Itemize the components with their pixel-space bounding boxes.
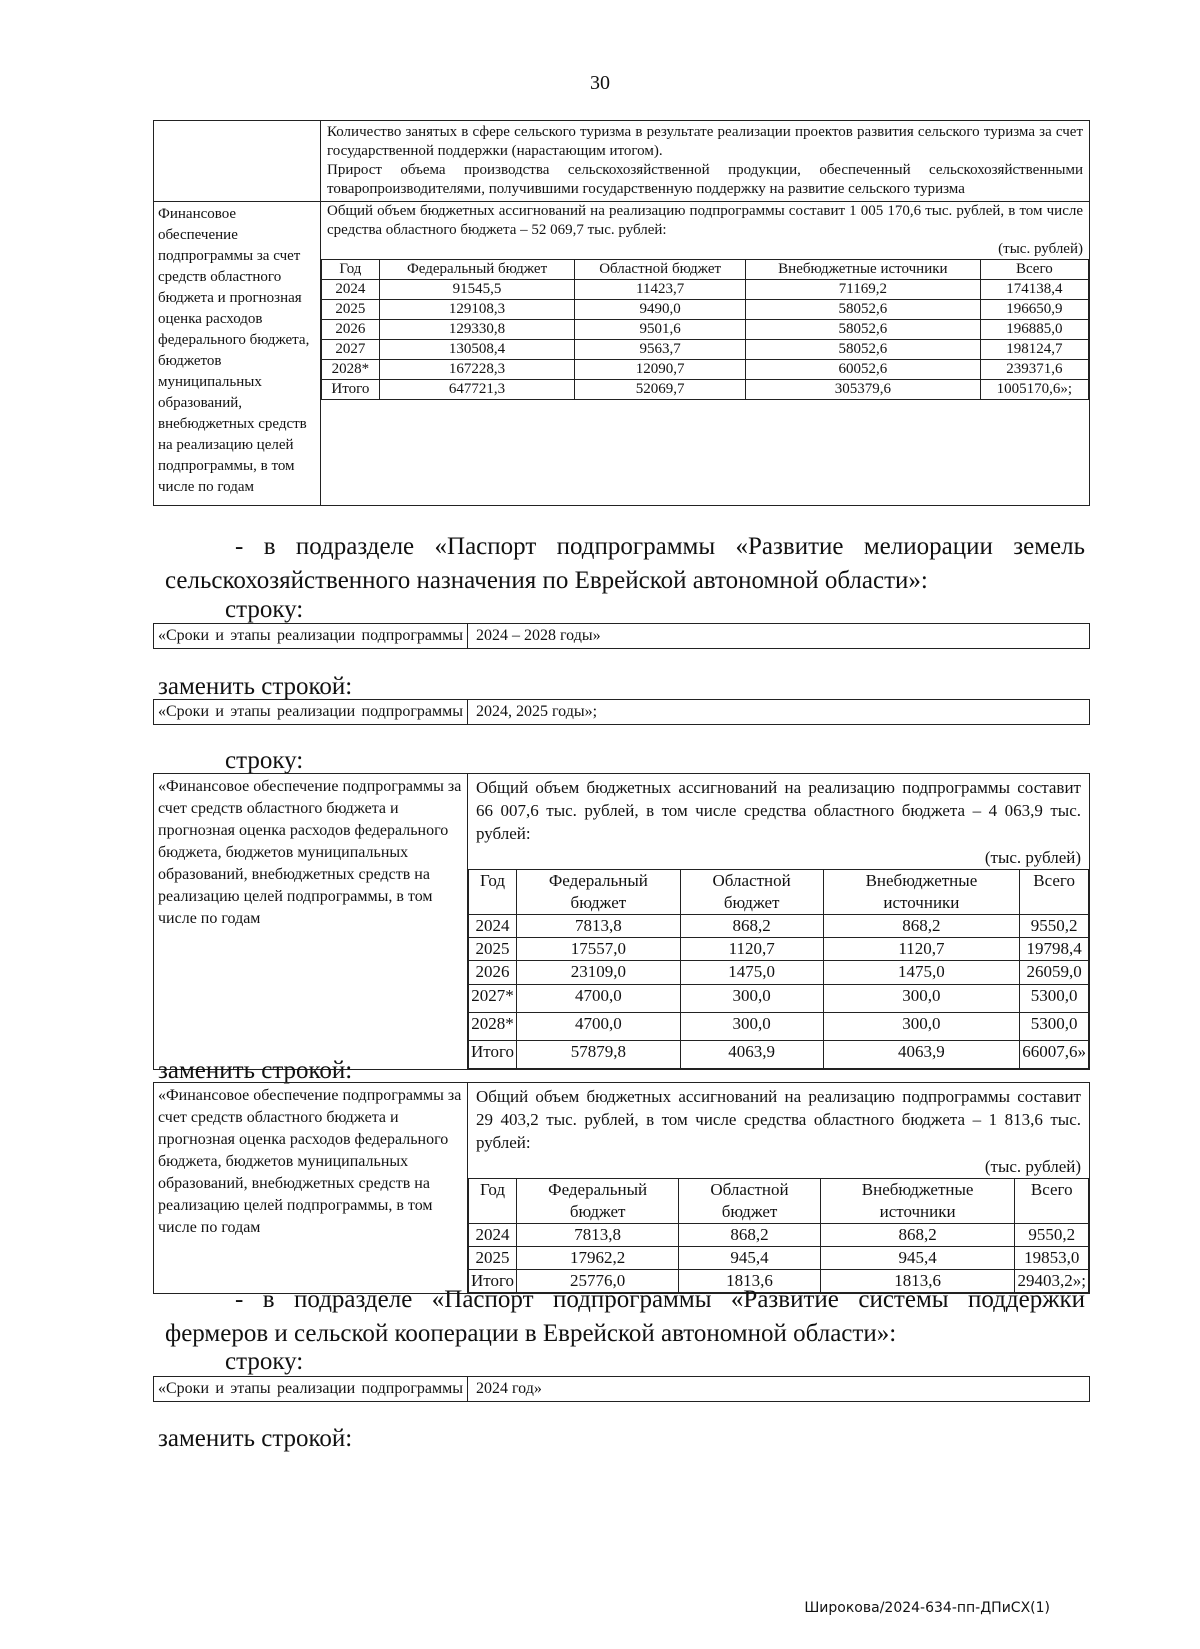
grid-header: Год (322, 260, 380, 280)
grid-cell: 196885,0 (980, 320, 1088, 340)
grid-row (469, 915, 1089, 938)
grid-row (322, 380, 1089, 400)
grid-cell: 58052,6 (746, 300, 981, 320)
grid-row (469, 938, 1089, 961)
grid-row (469, 1013, 1089, 1041)
financing-row-old (153, 773, 1090, 1070)
grid-cell: 1475,0 (823, 961, 1020, 985)
grid-cell: 945,4 (820, 1247, 1015, 1270)
grid-cell: 868,2 (820, 1224, 1015, 1247)
grid-cell: 60052,6 (746, 360, 981, 380)
financing-intro: Общий объем бюджетных ассигнований на реализацию подпрограммы составит 1 005 170,6 тыс. рублей, в том числе средства областного бюджета – 52 069,7 тыс. рублей: (327, 203, 1083, 238)
financing-grid (321, 259, 1089, 400)
grid-cell: 174138,4 (980, 280, 1088, 300)
grid-cell: 2025 (469, 938, 517, 961)
grid-cell: 2027 (322, 340, 380, 360)
grid-cell: 1005170,6»; (980, 380, 1088, 400)
grid-header: Областной бюджет (680, 870, 823, 915)
grid-cell: 167228,3 (379, 360, 574, 380)
grid-row (469, 985, 1089, 1013)
financing-grid (468, 869, 1089, 1069)
grid-cell: 17557,0 (517, 938, 681, 961)
financing-intro: Общий объем бюджетных ассигнований на реализацию подпрограммы составит 66 007,6 тыс. рублей, в том числе средства областного бюджета – 4 063,9 тыс. рублей: (476, 778, 1081, 843)
grid-cell: 1813,6 (679, 1270, 820, 1293)
terms-row-farmers (153, 1376, 1090, 1402)
filler (321, 400, 1089, 505)
terms-row-old (153, 623, 1090, 649)
grid-header: Всего (1015, 1179, 1089, 1224)
grid-cell: 19798,4 (1020, 938, 1089, 961)
grid-cell: 196650,9 (980, 300, 1088, 320)
grid-header: Внебюджетные источники (823, 870, 1020, 915)
grid-header: Внебюджетные источники (746, 260, 981, 280)
grid-cell: 11423,7 (575, 280, 746, 300)
grid-cell: 25776,0 (517, 1270, 679, 1293)
grid-cell: 1475,0 (680, 961, 823, 985)
grid-header: Федеральный бюджет (517, 870, 681, 915)
grid-cell: 2024 (469, 1224, 517, 1247)
grid-header: Всего (980, 260, 1088, 280)
grid-cell: 7813,8 (517, 915, 681, 938)
grid-cell: 52069,7 (575, 380, 746, 400)
grid-cell: 2026 (469, 961, 517, 985)
terms-value: 2024, 2025 годы»; (468, 700, 1090, 725)
grid-row (322, 360, 1089, 380)
indicator-text-1: Количество занятых в сфере сельского туризма в результате реализации проектов развития сельского туризма за счет государственной поддержки (нарастающим итогом). (327, 124, 1083, 159)
grid-header: Год (469, 870, 517, 915)
grid-cell: 2026 (322, 320, 380, 340)
financing-intro: Общий объем бюджетных ассигнований на реализацию подпрограммы составит 29 403,2 тыс. рублей, в том числе средства областного бюджета – 1 813,6 тыс. рублей: (476, 1087, 1081, 1152)
financing-label: Финансовое обеспечение подпрограммы за счет средств областного бюджета и прогнозная оценка расходов федерального бюджета, бюджетов муниципальных образований, внебюджетных средств на реализацию целей подпрограммы, в том числе по годам (154, 202, 321, 506)
grid-cell: 2025 (469, 1247, 517, 1270)
grid-cell: 868,2 (823, 915, 1020, 938)
grid-cell: 868,2 (680, 915, 823, 938)
grid-cell: 300,0 (823, 985, 1020, 1013)
grid-cell: 9501,6 (575, 320, 746, 340)
tourism-subprogram-table (153, 120, 1090, 506)
grid-row (469, 1041, 1089, 1069)
grid-cell: 5300,0 (1020, 985, 1089, 1013)
label-zamenit: заменить строкой: (158, 673, 353, 700)
unit-label: (тыс. рублей) (998, 241, 1083, 257)
grid-row (469, 1247, 1089, 1270)
grid-cell: 4063,9 (823, 1041, 1020, 1069)
financing-grid (468, 1178, 1089, 1293)
terms-label-text: «Сроки и этапы реализации подпрограммы (158, 627, 463, 644)
empty-cell (154, 121, 321, 202)
terms-label-text: «Сроки и этапы реализации подпрограммы (158, 1380, 463, 1397)
grid-cell: 198124,7 (980, 340, 1088, 360)
terms-value: 2024 год» (468, 1377, 1090, 1402)
paragraph-farmers: - в подразделе «Паспорт подпрограммы «Развитие системы поддержки фермеров и сельской кооперации в Еврейской автономной области»: (165, 1286, 1085, 1347)
grid-cell: 130508,4 (379, 340, 574, 360)
financing-cell (468, 774, 1090, 1070)
financing-label: «Финансовое обеспечение подпрограммы за счет средств областного бюджета и прогнозная оценка расходов федерального бюджета, бюджетов муниципальных образований, внебюджетных средств на реализацию целей подпрограммы, в том числе по годам (154, 1083, 468, 1294)
grid-cell: 2024 (322, 280, 380, 300)
grid-cell: 647721,3 (379, 380, 574, 400)
grid-cell: 4700,0 (517, 1013, 681, 1041)
grid-cell: 2028* (322, 360, 380, 380)
grid-cell: 239371,6 (980, 360, 1088, 380)
grid-cell: 26059,0 (1020, 961, 1089, 985)
grid-header: Областной бюджет (575, 260, 746, 280)
financing-row-new (153, 1082, 1090, 1294)
grid-cell: 91545,5 (379, 280, 574, 300)
financing-label: «Финансовое обеспечение подпрограммы за счет средств областного бюджета и прогнозная оценка расходов федерального бюджета, бюджетов муниципальных образований, внебюджетных средств на реализацию целей подпрограммы, в том числе по годам (154, 774, 468, 1070)
grid-header: Внебюджетные источники (820, 1179, 1015, 1224)
grid-cell: 71169,2 (746, 280, 981, 300)
grid-header: Всего (1020, 870, 1089, 915)
paragraph-melioration: - в подразделе «Паспорт подпрограммы «Развитие мелиорации земель сельскохозяйственного назначения по Еврейской автономной области»: (165, 533, 1085, 594)
grid-row (322, 300, 1089, 320)
grid-cell: 305379,6 (746, 380, 981, 400)
grid-cell: 9550,2 (1015, 1224, 1089, 1247)
grid-row (322, 280, 1089, 300)
terms-row-new (153, 699, 1090, 725)
grid-cell: 66007,6» (1020, 1041, 1089, 1069)
grid-cell: 12090,7 (575, 360, 746, 380)
grid-cell: 2025 (322, 300, 380, 320)
grid-cell: 23109,0 (517, 961, 681, 985)
grid-cell: 9563,7 (575, 340, 746, 360)
grid-cell: 1813,6 (820, 1270, 1015, 1293)
grid-cell: 5300,0 (1020, 1013, 1089, 1041)
grid-cell: 300,0 (680, 985, 823, 1013)
grid-cell: 868,2 (679, 1224, 820, 1247)
grid-cell: 2024 (469, 915, 517, 938)
unit-label: (тыс. рублей) (984, 848, 1081, 867)
label-zamenit: заменить строкой: (158, 1057, 353, 1084)
grid-cell: 7813,8 (517, 1224, 679, 1247)
grid-cell: 300,0 (680, 1013, 823, 1041)
grid-cell: 58052,6 (746, 340, 981, 360)
grid-cell: 1120,7 (680, 938, 823, 961)
grid-cell: 129330,8 (379, 320, 574, 340)
grid-row (322, 340, 1089, 360)
grid-cell: 4063,9 (680, 1041, 823, 1069)
grid-cell: 300,0 (823, 1013, 1020, 1041)
grid-cell: 19853,0 (1015, 1247, 1089, 1270)
grid-cell: 4700,0 (517, 985, 681, 1013)
grid-header: Год (469, 1179, 517, 1224)
grid-cell: Итого (469, 1041, 517, 1069)
grid-row (469, 1224, 1089, 1247)
grid-cell: 17962,2 (517, 1247, 679, 1270)
label-stroku: строку: (225, 747, 304, 774)
grid-row (469, 961, 1089, 985)
terms-label (154, 1377, 468, 1402)
grid-cell: 129108,3 (379, 300, 574, 320)
grid-cell: Итого (322, 380, 380, 400)
grid-cell: 1120,7 (823, 938, 1020, 961)
document-footer: Широкова/2024-634-пп-ДПиСХ(1) (804, 1600, 1050, 1616)
grid-cell: 9490,0 (575, 300, 746, 320)
terms-label (154, 624, 468, 649)
grid-cell: 29403,2»; (1015, 1270, 1089, 1293)
terms-value: 2024 – 2028 годы» (468, 624, 1090, 649)
grid-cell: 945,4 (679, 1247, 820, 1270)
indicators-cell (321, 121, 1090, 202)
unit-label: (тыс. рублей) (984, 1157, 1081, 1176)
financing-cell (468, 1083, 1090, 1294)
page-number: 30 (590, 72, 610, 94)
label-zamenit: заменить строкой: (158, 1425, 353, 1452)
label-stroku: строку: (225, 1348, 304, 1375)
financing-cell (321, 202, 1090, 506)
grid-cell: 9550,2 (1020, 915, 1089, 938)
grid-cell: 58052,6 (746, 320, 981, 340)
label-stroku: строку: (225, 596, 304, 623)
terms-label (154, 700, 468, 725)
grid-cell: 57879,8 (517, 1041, 681, 1069)
grid-header: Федеральный бюджет (517, 1179, 679, 1224)
grid-row (322, 320, 1089, 340)
grid-header: Областной бюджет (679, 1179, 820, 1224)
grid-cell: Итого (469, 1270, 517, 1293)
terms-label-text: «Сроки и этапы реализации подпрограммы (158, 703, 463, 720)
grid-cell: 2027* (469, 985, 517, 1013)
grid-cell: 2028* (469, 1013, 517, 1041)
indicator-text-2: Прирост объема производства сельскохозяйственной продукции, обеспеченный сельскохозяйственными товаропроизводителями, получившими государственную поддержку на развитие сельского туризма (327, 162, 1083, 197)
grid-header: Федеральный бюджет (379, 260, 574, 280)
